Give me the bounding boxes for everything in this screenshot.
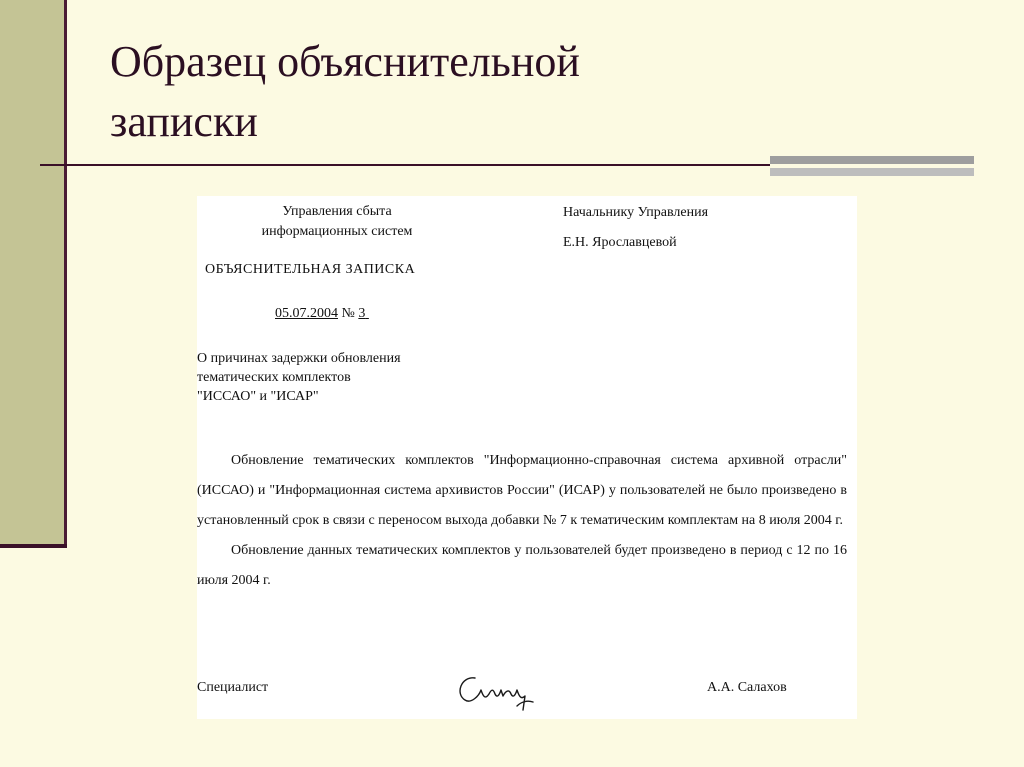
title-divider bbox=[40, 164, 770, 166]
body-paragraph-2: Обновление данных тематических комплектов у пользователей будет произведено в период с 12 по 16 июля 2004 г. bbox=[197, 543, 847, 588]
subject-line-1: О причинах задержки обновления bbox=[197, 351, 401, 366]
document-body bbox=[197, 446, 847, 596]
title-divider-accent-top bbox=[770, 156, 974, 164]
slide-title-line-1: Образец объяснительной bbox=[110, 37, 580, 86]
addressee-block bbox=[563, 198, 708, 258]
organization-line-1: Управления сбыта bbox=[282, 204, 392, 219]
slide-title-line-2: записки bbox=[110, 97, 258, 146]
document-image bbox=[197, 196, 857, 719]
document-number: 3 bbox=[358, 306, 366, 321]
addressee-line-2: Е.Н. Ярославцевой bbox=[563, 235, 677, 250]
organization-name bbox=[197, 202, 477, 242]
side-accent-bar bbox=[0, 0, 67, 546]
title-divider-accent-bottom bbox=[770, 168, 974, 176]
subject-line-2: тематических комплектов bbox=[197, 370, 351, 385]
date-and-number bbox=[275, 306, 369, 322]
document-date: 05.07.2004 bbox=[275, 306, 338, 321]
number-label: № bbox=[341, 306, 355, 321]
subject-line-3: "ИССАО" и "ИСАР" bbox=[197, 389, 319, 404]
signer-position: Специалист bbox=[197, 680, 269, 695]
subject-block bbox=[197, 349, 401, 406]
document-type: ОБЪЯСНИТЕЛЬНАЯ ЗАПИСКА bbox=[205, 262, 416, 277]
addressee-line-1: Начальнику Управления bbox=[563, 205, 709, 220]
signer-name: А.А. Салахов bbox=[707, 680, 787, 695]
organization-line-2: информационных систем bbox=[261, 224, 413, 239]
side-accent-bar-foot bbox=[0, 544, 67, 548]
handwritten-signature bbox=[453, 666, 543, 714]
slide-title bbox=[110, 32, 810, 152]
body-paragraph-1: Обновление тематических комплектов "Информационно-справочная система архивной отрасли" (ИССАО) и "Информационная система архивистов России" (ИСАР) у пользователей не было произведено в установленный срок в связи с переносом выхода добавки № 7 к тематическим комплектам на 8 июля 2004 г. bbox=[197, 453, 847, 528]
